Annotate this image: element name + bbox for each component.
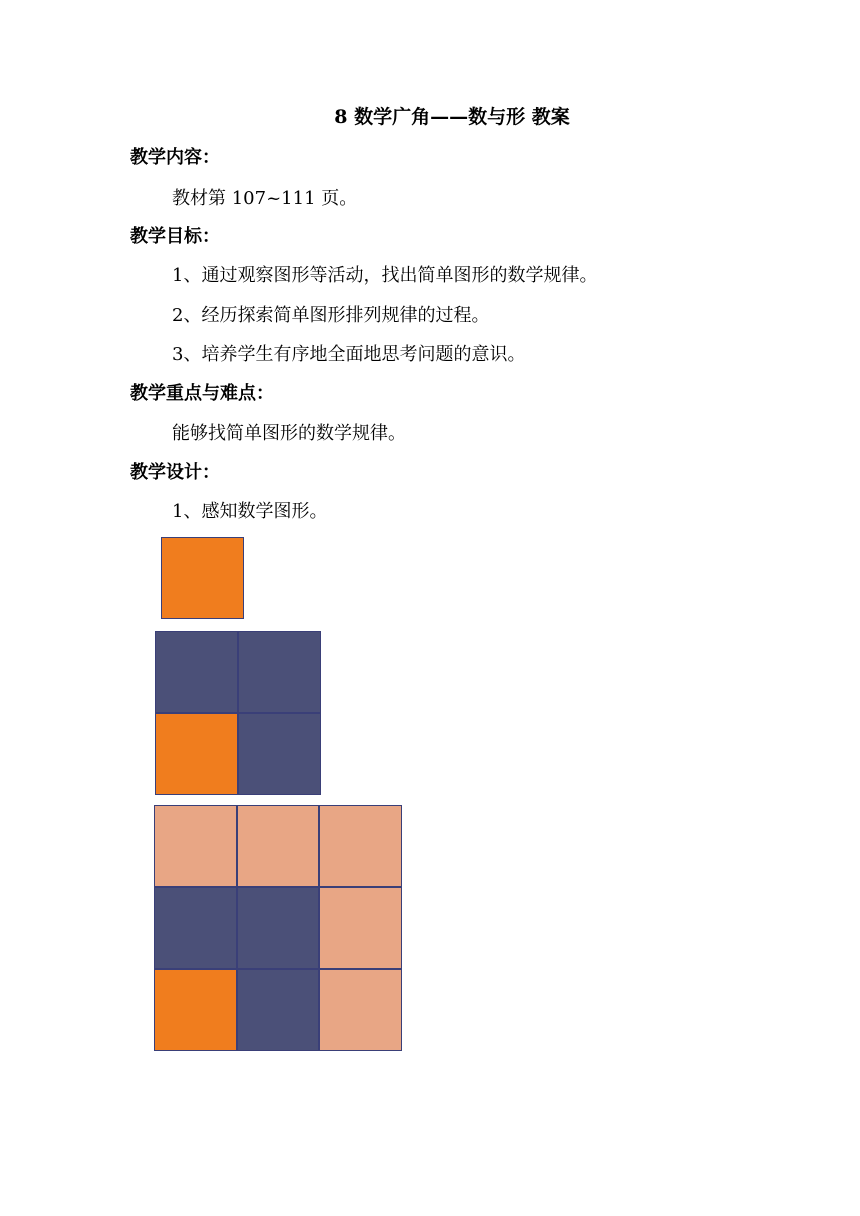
salmon-square-cell (319, 887, 402, 969)
document-title: 8 数学广角——数与形 教案 (334, 106, 570, 128)
goal-item-2: 2、经历探索简单图形排列规律的过程。 (172, 305, 490, 326)
blue-square-cell (155, 631, 238, 713)
orange-square-cell (161, 537, 244, 619)
orange-square-cell (155, 713, 238, 795)
blue-square-cell (238, 631, 321, 713)
design-step-1: 1、感知数学图形。 (172, 501, 328, 522)
salmon-square-cell (154, 805, 237, 887)
heading-key-points: 教学重点与难点： (130, 383, 274, 404)
blue-square-cell (154, 887, 237, 969)
salmon-square-cell (237, 805, 320, 887)
key-points-text: 能够找简单图形的数学规律。 (172, 423, 406, 444)
goal-item-1: 1、通过观察图形等活动，找出简单图形的数学规律。 (172, 265, 598, 286)
square-figure-2x2 (155, 631, 321, 795)
heading-teaching-design: 教学设计： (130, 462, 220, 483)
goal-item-3: 3、培养学生有序地全面地思考问题的意识。 (172, 344, 526, 365)
heading-teaching-goals: 教学目标： (130, 226, 220, 247)
heading-teaching-content: 教学内容： (130, 147, 220, 168)
salmon-square-cell (319, 969, 402, 1051)
orange-square-cell (154, 969, 237, 1051)
square-figure-3x3 (154, 805, 402, 1051)
square-figure-1x1 (161, 537, 244, 619)
salmon-square-cell (319, 805, 402, 887)
blue-square-cell (237, 887, 320, 969)
teaching-content-text: 教材第 107~111 页。 (172, 188, 358, 209)
blue-square-cell (237, 969, 320, 1051)
blue-square-cell (238, 713, 321, 795)
